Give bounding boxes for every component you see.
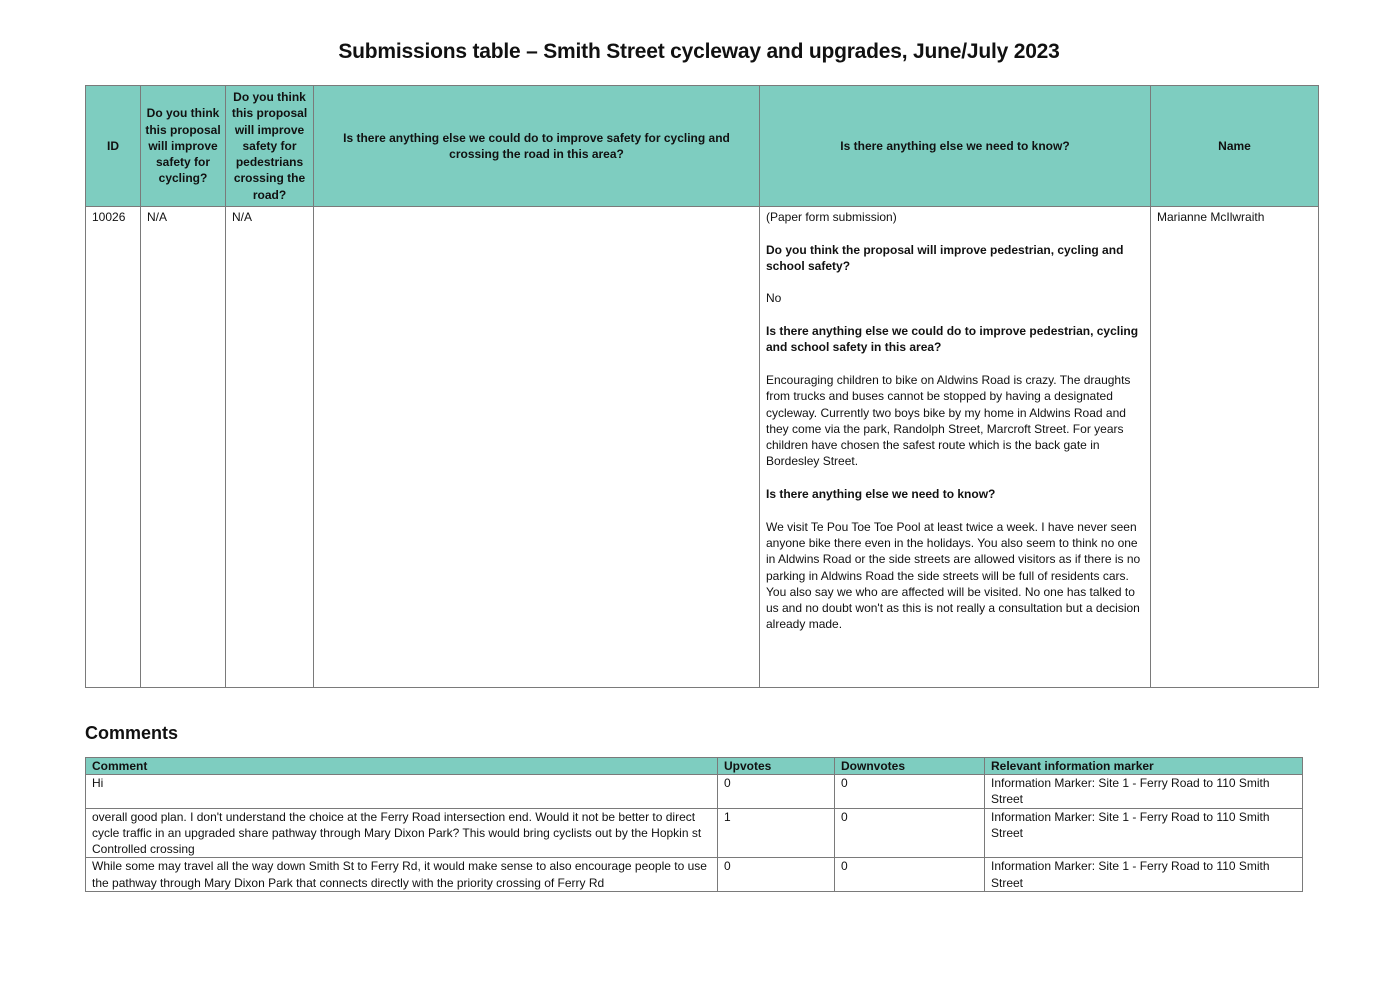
- header-cycling-safety: Do you think this proposal will improve safety for cycling?: [141, 86, 226, 207]
- cell-name: Marianne McIlwraith: [1151, 207, 1319, 688]
- paper-form-note: (Paper form submission): [766, 210, 897, 224]
- submissions-table: [85, 85, 1319, 688]
- answer-2: Encouraging children to bike on Aldwins Road is crazy. The draughts from trucks and buses cannot be stopped by having a designated cycleway. Currently two boys bike by my home in Aldwins Road and they come via the park, Randolph Street, Marcroft Street. For years children have chosen the safest route which is the back gate in Bordesley Street.: [766, 372, 1131, 469]
- answer-1: No: [766, 291, 782, 306]
- comment-row: [86, 858, 1303, 892]
- comment-upvotes: 0: [718, 858, 835, 892]
- comment-text: overall good plan. I don't understand the choice at the Ferry Road intersection end. Would it not be better to direct cycle traffic in an upgraded share pathway through Mary Dixon Park? This would bring cyclists out by the Hopkin st Controlled crossing: [86, 808, 718, 858]
- question-1: Do you think the proposal will improve pedestrian, cycling and school safety?: [766, 242, 1124, 273]
- cell-pedestrian-safety: N/A: [226, 207, 314, 688]
- header-upvotes: Upvotes: [718, 758, 835, 775]
- comments-heading: Comments: [85, 723, 179, 743]
- question-3: Is there anything else we need to know?: [766, 487, 996, 502]
- comment-text: While some may travel all the way down Smith St to Ferry Rd, it would make sense to also encourage people to use the pathway through Mary Dixon Park that connects directly with the priority crossing of Ferry Rd: [86, 858, 718, 892]
- comment-downvotes: 0: [835, 858, 985, 892]
- cell-improve-safety: [314, 207, 760, 688]
- header-marker: Relevant information marker: [985, 758, 1303, 775]
- page-title: Submissions table – Smith Street cycleway and upgrades, June/July 2023: [338, 40, 1060, 63]
- cell-need-to-know: [760, 207, 1151, 688]
- header-pedestrian-safety: Do you think this proposal will improve safety for pedestrians crossing the road?: [226, 86, 314, 207]
- comment-row: [86, 775, 1303, 809]
- comment-upvotes: 1: [718, 808, 835, 858]
- cell-cycling-safety: N/A: [141, 207, 226, 688]
- header-need-to-know: Is there anything else we need to know?: [760, 86, 1151, 207]
- comment-row: [86, 808, 1303, 858]
- comment-marker: Information Marker: Site 1 - Ferry Road to 110 Smith Street: [985, 775, 1303, 809]
- submissions-header-row: [86, 86, 1319, 207]
- comment-downvotes: 0: [835, 775, 985, 809]
- header-downvotes: Downvotes: [835, 758, 985, 775]
- comments-header-row: [86, 758, 1303, 775]
- comment-downvotes: 0: [835, 808, 985, 858]
- submission-row: [86, 207, 1319, 688]
- header-improve-safety: Is there anything else we could do to improve safety for cycling and crossing the road in this area?: [314, 86, 760, 207]
- comment-text: Hi: [86, 775, 718, 809]
- header-name: Name: [1151, 86, 1319, 207]
- comment-upvotes: 0: [718, 775, 835, 809]
- comment-marker: Information Marker: Site 1 - Ferry Road to 110 Smith Street: [985, 858, 1303, 892]
- question-2: Is there anything else we could do to improve pedestrian, cycling and school safety in this area?: [766, 324, 1139, 355]
- header-id: ID: [86, 86, 141, 207]
- comments-table: [85, 757, 1303, 892]
- answer-3: We visit Te Pou Toe Toe Pool at least twice a week. I have never seen anyone bike there even in the holidays. You also seem to think no one in Aldwins Road or the side streets are allowed visitors as if there is no parking in Aldwins Road the side streets will be full of residents cars. You also say we who are affected will be visited. No one has talked to us and no doubt won't as this is not really a consultation but a decision already made.: [766, 519, 1141, 632]
- comment-marker: Information Marker: Site 1 - Ferry Road to 110 Smith Street: [985, 808, 1303, 858]
- header-comment: Comment: [86, 758, 718, 775]
- cell-id: 10026: [86, 207, 141, 688]
